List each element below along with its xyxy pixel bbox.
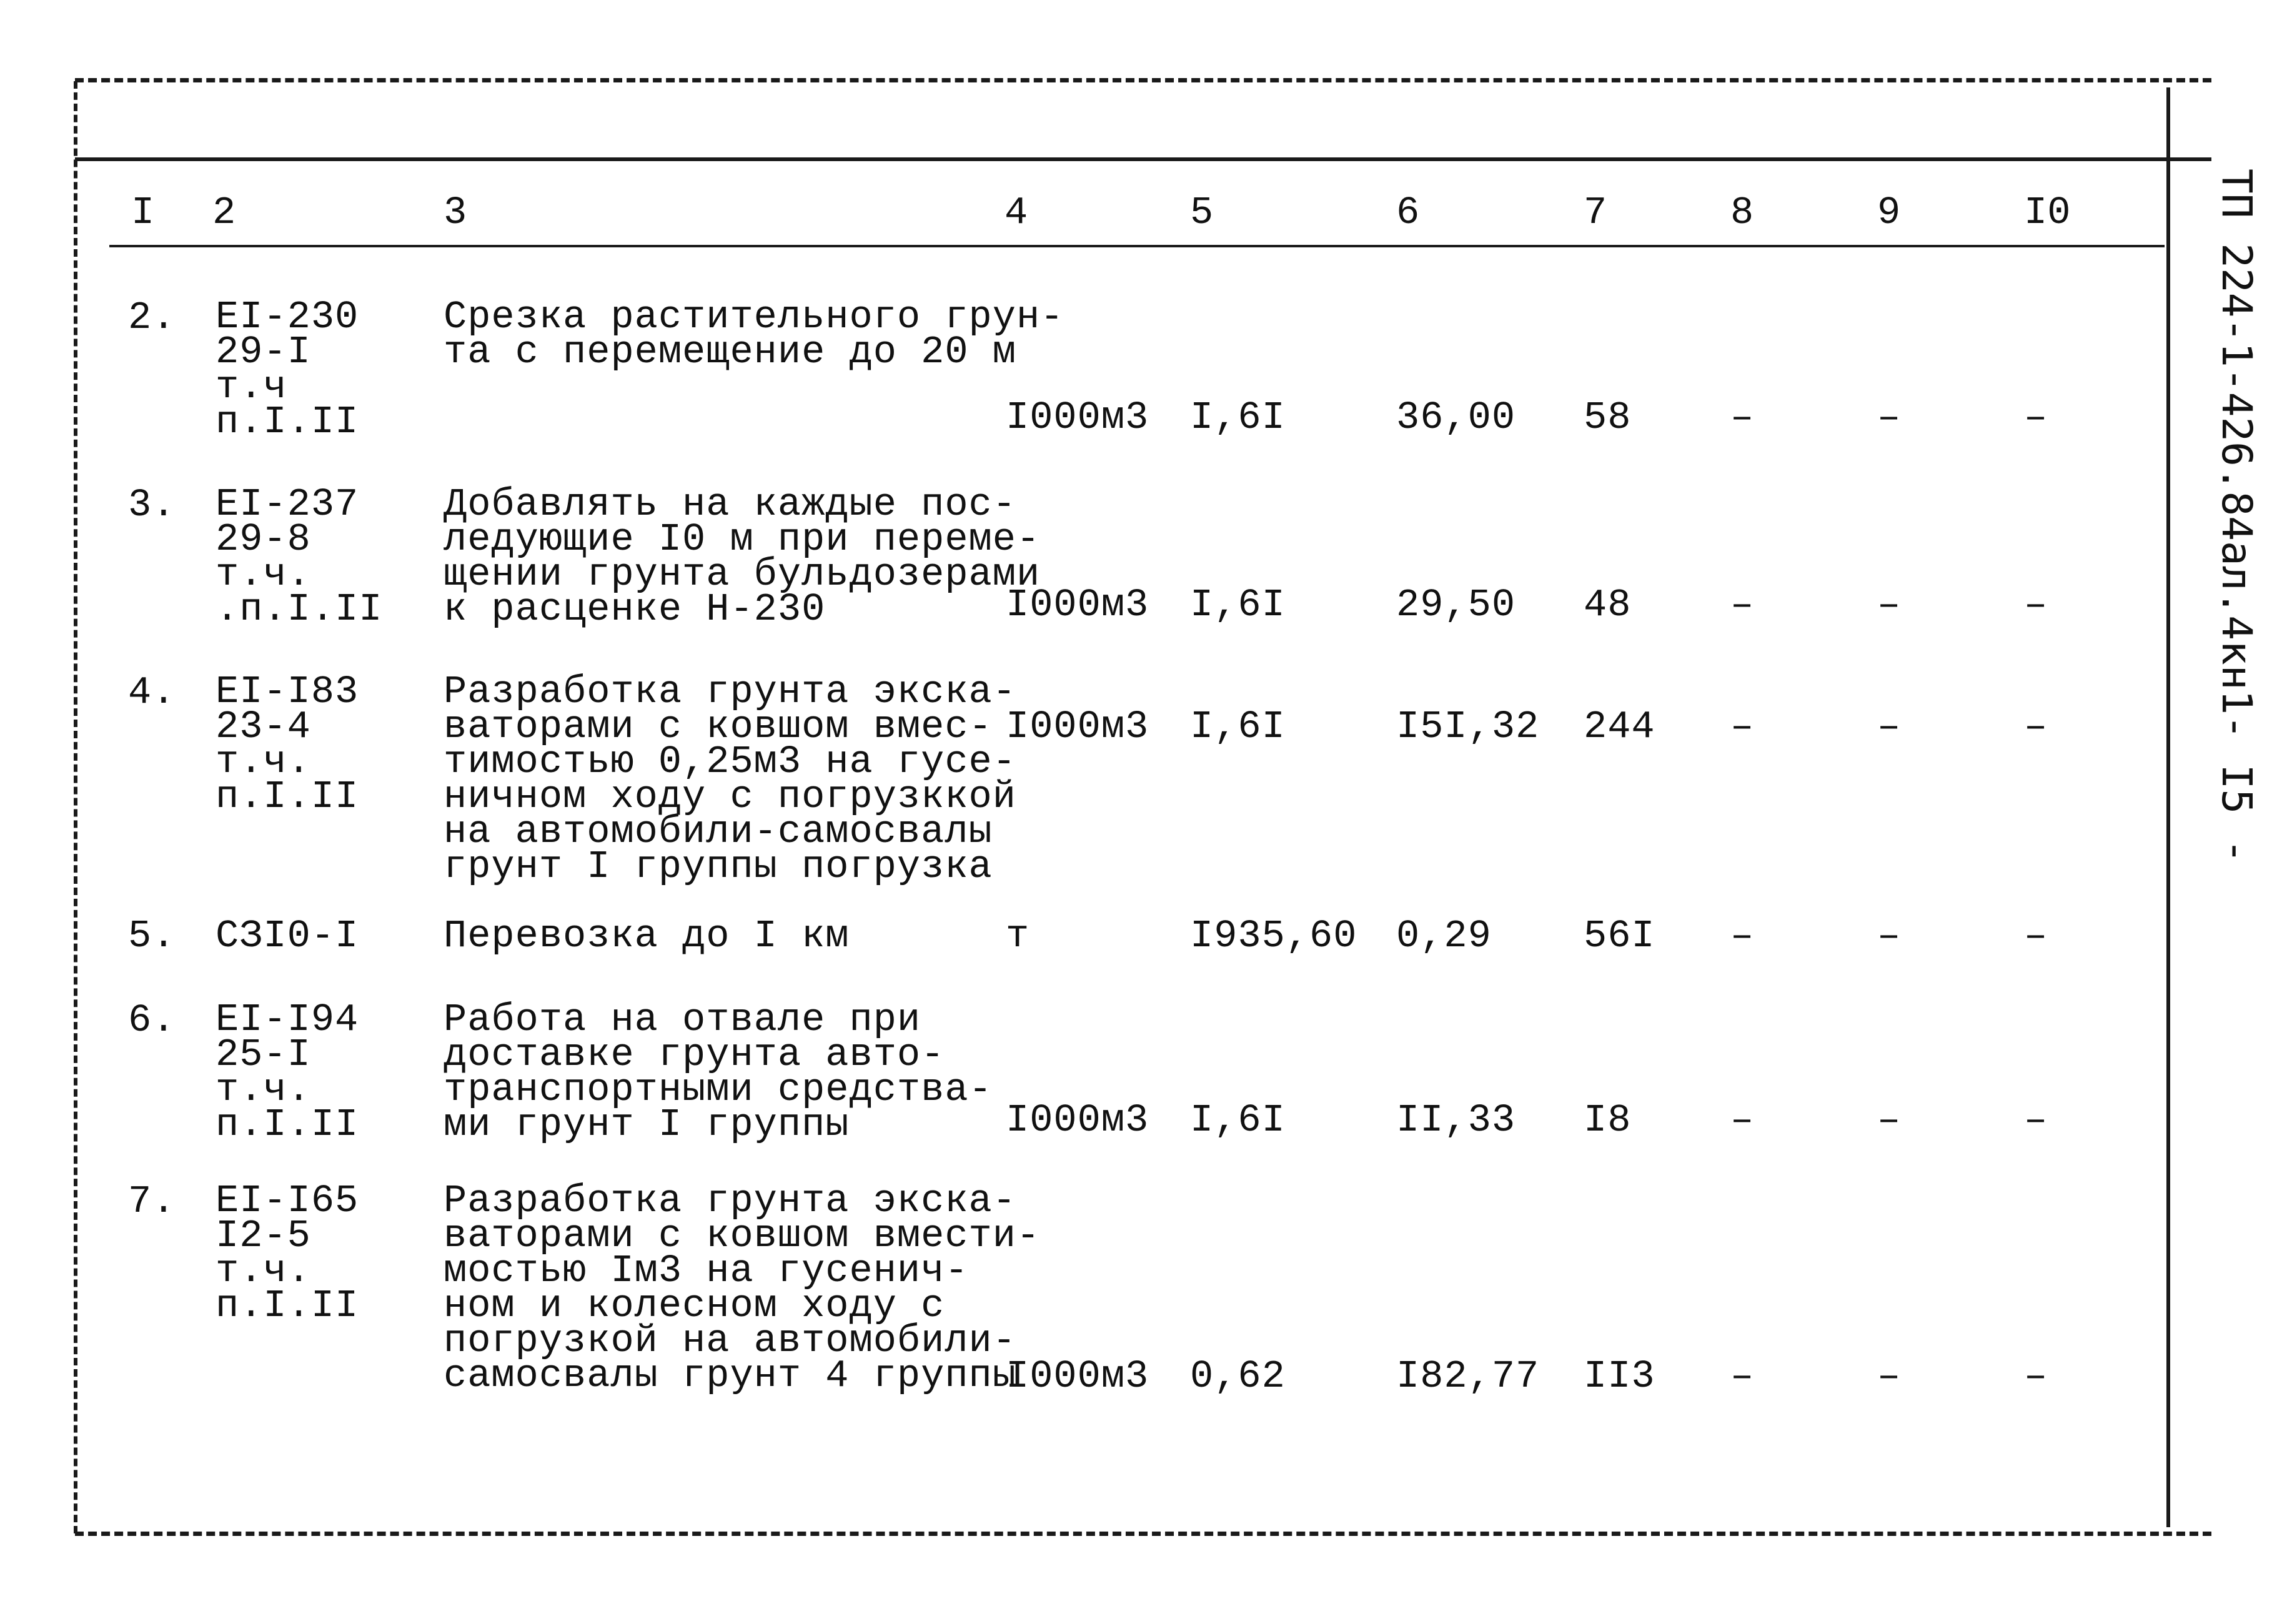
row-total: 244	[1584, 705, 1655, 749]
row-description: Разработка грунта экска- ваторами с ковшом вмес- тимостью 0,25м3 на гусе- ничном ходу с погрузккой на автомобили-самосвалы грунт I группы погрузка	[444, 670, 1016, 889]
row-unit: I000м3	[1006, 395, 1149, 440]
row-price: 0,29	[1396, 914, 1492, 958]
row-code: EI-237 29-8 т.ч. .п.I.II	[216, 482, 383, 631]
row-unit: I000м3	[1006, 1098, 1149, 1142]
row-number: 5.	[128, 914, 176, 958]
row-description: Срезка растительного грун- та с перемещение до 20 м	[444, 295, 1064, 374]
row-col9: –	[1877, 1098, 1902, 1142]
row-col10: –	[2024, 395, 2048, 440]
row-quantity: I,6I	[1190, 583, 1286, 627]
row-number: 2.	[128, 295, 176, 340]
row-col8: –	[1730, 583, 1755, 627]
row-price: 36,00	[1396, 395, 1516, 440]
row-total: 56I	[1584, 914, 1655, 958]
header-col-5: 5	[1190, 191, 1214, 235]
row-quantity: I935,60	[1190, 914, 1357, 958]
row-col9: –	[1877, 1354, 1902, 1399]
row-quantity: I,6I	[1190, 1098, 1286, 1142]
row-quantity: I,6I	[1190, 705, 1286, 749]
header-col-1: I	[131, 191, 155, 235]
row-description: Разработка грунта экска- ваторами с ковшом вмести- мостью Iм3 на гусенич- ном и колесном ходу с погрузкой на автомобили- самосвалы грунт 4 группы	[444, 1179, 1041, 1398]
header-col-7: 7	[1584, 191, 1607, 235]
header-bottom-rule	[109, 245, 2165, 247]
top-dashed-border	[75, 78, 2211, 82]
row-description: Перевозка до I км	[444, 914, 850, 958]
row-number: 7.	[128, 1179, 176, 1224]
row-col8: –	[1730, 395, 1755, 440]
row-col10: –	[2024, 1098, 2048, 1142]
row-description: Работа на отвале при доставке грунта авто- транспортными средства- ми грунт I группы	[444, 998, 993, 1147]
bottom-dashed-border	[75, 1532, 2211, 1536]
header-top-rule	[75, 157, 2211, 161]
row-total: 58	[1584, 395, 1632, 440]
row-col8: –	[1730, 914, 1755, 958]
header-col-8: 8	[1730, 191, 1754, 235]
row-price: I5I,32	[1396, 705, 1540, 749]
row-col9: –	[1877, 705, 1902, 749]
row-col10: –	[2024, 705, 2048, 749]
row-col10: –	[2024, 1354, 2048, 1399]
row-col9: –	[1877, 914, 1902, 958]
header-col-10: I0	[2024, 191, 2071, 235]
row-col10: –	[2024, 914, 2048, 958]
row-code: EI-I65 I2-5 т.ч. п.I.II	[216, 1179, 359, 1328]
row-number: 6.	[128, 998, 176, 1042]
side-document-code: ТП 224-1-426.84ал.4кн1- I5 -	[2213, 169, 2261, 864]
row-price: I82,77	[1396, 1354, 1540, 1399]
row-total: 48	[1584, 583, 1632, 627]
row-number: 3.	[128, 483, 176, 527]
row-code: СЗI0-I	[216, 914, 359, 958]
row-code: EI-I83 23-4 т.ч. п.I.II	[216, 670, 359, 819]
row-quantity: 0,62	[1190, 1354, 1286, 1399]
row-col9: –	[1877, 583, 1902, 627]
row-unit: I000м3	[1006, 705, 1149, 749]
row-col8: –	[1730, 1098, 1755, 1142]
header-col-6: 6	[1396, 191, 1420, 235]
header-col-4: 4	[1005, 191, 1028, 235]
row-quantity: I,6I	[1190, 395, 1286, 440]
row-code: EI-230 29-I т.ч п.I.II	[216, 295, 359, 444]
row-col8: –	[1730, 705, 1755, 749]
row-unit: т	[1006, 914, 1030, 958]
row-col8: –	[1730, 1354, 1755, 1399]
row-price: II,33	[1396, 1098, 1516, 1142]
row-col10: –	[2024, 583, 2048, 627]
row-description: Добавлять на каждые пос- ледующие I0 м при переме- щении грунта бульдозерами к расценке Н-230	[444, 482, 1041, 631]
row-unit: I000м3	[1006, 583, 1149, 627]
row-unit: I000м3	[1006, 1354, 1149, 1399]
row-number: 4.	[128, 670, 176, 715]
header-col-9: 9	[1877, 191, 1901, 235]
row-code: EI-I94 25-I т.ч. п.I.II	[216, 998, 359, 1147]
row-col9: –	[1877, 395, 1902, 440]
left-dashed-border	[74, 81, 77, 1533]
row-price: 29,50	[1396, 583, 1516, 627]
right-solid-border	[2166, 87, 2170, 1527]
header-col-2: 2	[212, 191, 236, 235]
header-col-3: 3	[444, 191, 467, 235]
row-total: II3	[1584, 1354, 1655, 1399]
row-total: I8	[1584, 1098, 1632, 1142]
